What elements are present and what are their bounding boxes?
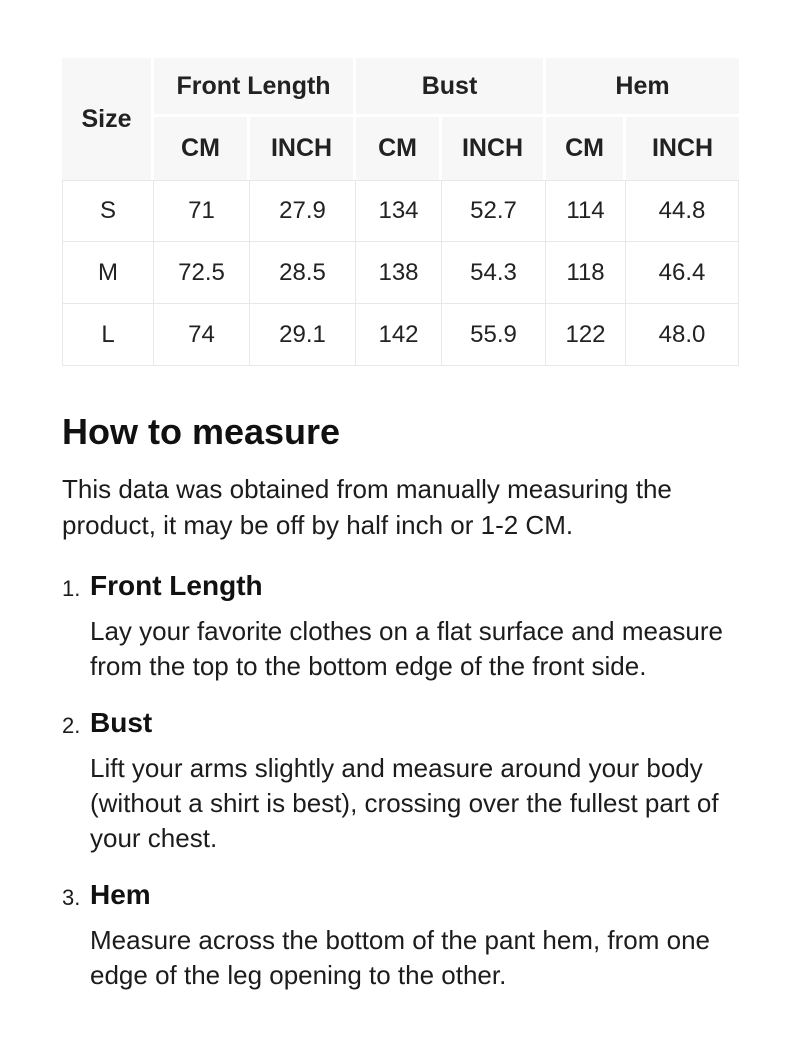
step-description: Measure across the bottom of the pant hem, from one edge of the leg opening to the other. [90,925,710,991]
measurement-cell: 27.9 [250,180,356,242]
how-to-measure-heading: How to measure [62,411,341,452]
column-header-bust: Bust [356,58,546,117]
measurement-cell: 52.7 [442,180,546,242]
measurement-cell: 72.5 [154,242,250,304]
table-row-m [62,242,739,304]
measurement-cell: 29.1 [250,304,356,366]
measurement-cell: 54.3 [442,242,546,304]
step-body [90,569,742,684]
column-header-size: Size [62,58,154,180]
step-title: Front Length [90,570,263,602]
unit-header-inch: INCH [250,117,356,180]
step-number: 3. [62,885,81,911]
size-chart-table [62,58,739,366]
step-description: Lay your favorite clothes on a flat surface and measure from the top to the bottom edge of the front side. [90,616,724,682]
measurement-cell: 28.5 [250,242,356,304]
measurement-cell: 55.9 [442,304,546,366]
measurement-cell: 122 [546,304,626,366]
measurement-cell: 118 [546,242,626,304]
step-item-bust [62,706,742,856]
measurement-cell: 134 [356,180,442,242]
measure-intro-text: This data was obtained from manually measuring the product, it may be off by half inch or 1-2 CM. [62,474,672,541]
step-item-hem [62,878,742,993]
measure-steps-list [62,569,742,993]
size-cell: S [62,180,154,242]
step-body [90,878,742,993]
step-title: Bust [90,707,153,739]
step-item-front-length [62,569,742,684]
measurement-cell: 44.8 [626,180,739,242]
step-title: Hem [90,879,151,911]
step-number: 2. [62,713,81,739]
measurement-cell: 48.0 [626,304,739,366]
column-header-front-length: Front Length [154,58,356,117]
column-header-hem: Hem [546,58,739,117]
unit-header-inch: INCH [442,117,546,180]
table-row-l [62,304,739,366]
unit-header-inch: INCH [626,117,739,180]
measurement-cell: 71 [154,180,250,242]
measurement-cell: 74 [154,304,250,366]
unit-header-cm: CM [356,117,442,180]
step-body [90,706,742,856]
measurement-cell: 138 [356,242,442,304]
unit-header-cm: CM [546,117,626,180]
step-description: Lift your arms slightly and measure around your body (without a shirt is best), crossing over the fullest part of your chest. [90,753,719,854]
measurement-cell: 46.4 [626,242,739,304]
size-cell: L [62,304,154,366]
table-row-s [62,180,739,242]
measurement-cell: 142 [356,304,442,366]
step-number: 1. [62,576,81,602]
unit-header-cm: CM [154,117,250,180]
size-cell: M [62,242,154,304]
measurement-cell: 114 [546,180,626,242]
